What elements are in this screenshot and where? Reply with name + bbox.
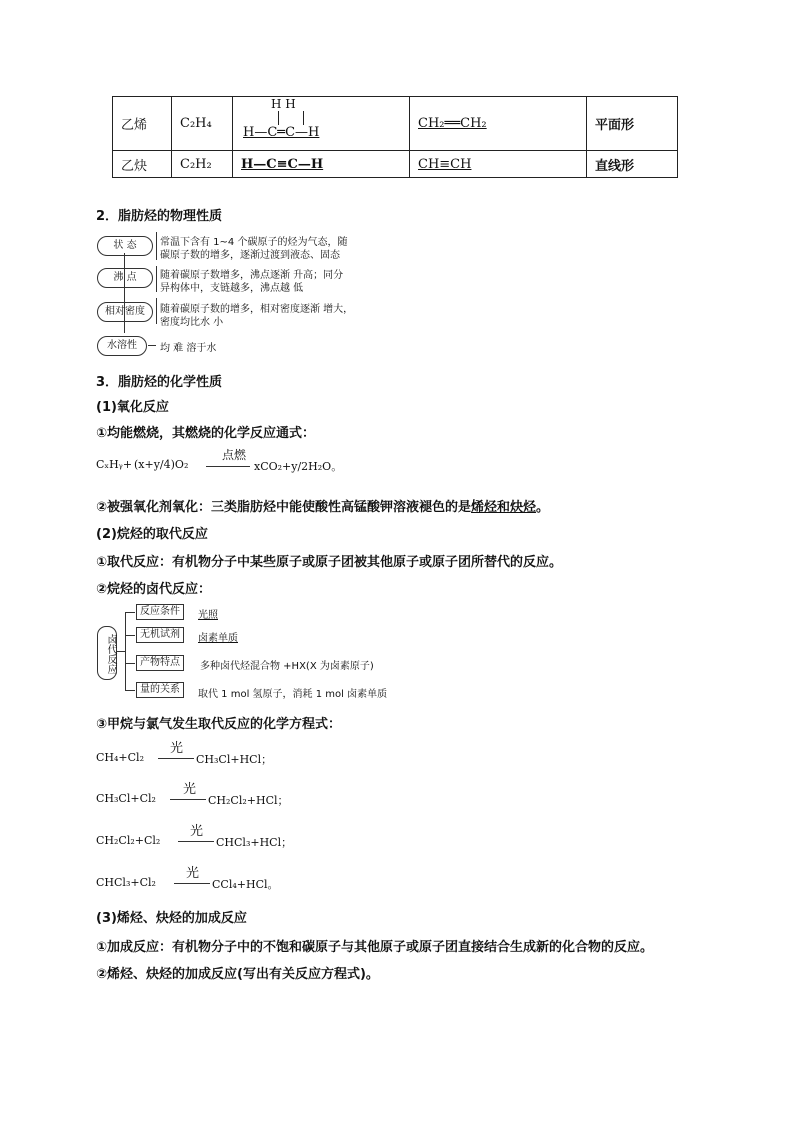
paragraph-text: 。 xyxy=(536,500,550,515)
equation-coef: (x+y/4)O₂ xyxy=(134,458,189,471)
table-cell-simple: CH≡CH xyxy=(410,151,587,178)
phys-text-line: 密度均比水 小 xyxy=(160,317,224,328)
equation-arrow xyxy=(206,466,250,467)
connector-line xyxy=(116,651,126,652)
phys-text-line: 随着碳原子数的增多，相对密度逐渐 增大， xyxy=(160,304,354,315)
paragraph: ①均能燃烧，其燃烧的化学反应通式： xyxy=(96,426,316,441)
equation-left: CH₂Cl₂+Cl₂ xyxy=(96,834,161,847)
bracket-line xyxy=(156,266,157,292)
table-cell-name: 乙烯 xyxy=(113,97,172,151)
bond-line xyxy=(303,111,304,125)
phys-text-line: 常温下含有 1~4 个碳原子的烃为气态，随 xyxy=(160,237,348,248)
structure-h-top: H H xyxy=(271,97,296,111)
phys-text-line: 随着碳原子数增多，沸点逐渐 升高；同分 xyxy=(160,270,344,281)
equation-arrow xyxy=(158,758,194,759)
halo-box-product: 产物特点 xyxy=(136,655,184,671)
equation-right: CCl₄+HCl。 xyxy=(212,878,279,891)
equation-right: CH₃Cl+HCl； xyxy=(196,753,273,766)
halogenation-root: 卤代反应 xyxy=(97,626,117,680)
equation-left: CₓHᵧ+ xyxy=(96,458,133,471)
halo-text-product: 多种卤代烃混合物 +HX(X 为卤素原子) xyxy=(200,661,374,672)
phys-label-state: 状 态 xyxy=(97,236,153,256)
paragraph xyxy=(96,496,549,515)
phys-label-density: 相对密度 xyxy=(97,302,153,322)
equation-condition: 光 xyxy=(183,782,197,797)
halo-text-condition: 光照 xyxy=(198,610,218,621)
section-title: 3．脂肪烃的化学性质 xyxy=(96,375,223,390)
equation-right: xCO₂+y/2H₂O。 xyxy=(254,460,343,473)
equation-left: CHCl₃+Cl₂ xyxy=(96,876,156,889)
paragraph: ①加成反应：有机物分子中的不饱和碳原子与其他原子或原子团直接结合生成新的化合物的反应。 xyxy=(96,940,654,955)
paragraph-text: ②被强氧化剂氧化：三类脂肪烃中能使酸性高锰酸钾溶液褪色的是 xyxy=(96,500,472,515)
subsection-title: (3)烯烃、炔烃的加成反应 xyxy=(96,911,247,926)
phys-label-boiling: 沸 点 xyxy=(97,268,153,288)
equation-arrow xyxy=(178,841,214,842)
equation-right: CHCl₃+HCl； xyxy=(216,836,293,849)
table-cell-shape: 直线形 xyxy=(587,151,678,178)
equation-right: CH₂Cl₂+HCl； xyxy=(208,794,289,807)
equation-left: CH₃Cl+Cl₂ xyxy=(96,792,156,805)
table-cell-structure: H—C≡C—H xyxy=(233,151,410,178)
equation-condition: 点燃 xyxy=(222,448,247,462)
halo-box-reagent: 无机试剂 xyxy=(136,627,184,643)
bracket-line xyxy=(156,298,157,324)
subsection-title: (2)烷烃的取代反应 xyxy=(96,527,208,542)
equation-condition: 光 xyxy=(186,866,200,881)
phys-label-solubility: 水溶性 xyxy=(97,336,147,356)
connector-line xyxy=(125,635,135,636)
equation-arrow xyxy=(170,799,206,800)
bracket-line xyxy=(156,232,157,260)
section-title: 2．脂肪烃的物理性质 xyxy=(96,209,223,224)
paragraph: ②烷烃的卤代反应： xyxy=(96,582,212,597)
bond-line xyxy=(278,111,279,125)
answer-blank: 烯烃和炔烃 xyxy=(471,500,537,515)
phys-text-line: 碳原子数的增多，逐渐过渡到液态、固态 xyxy=(160,250,340,261)
equation-arrow xyxy=(174,883,210,884)
subsection-title: (1)氧化反应 xyxy=(96,400,169,415)
structure-formula: H—C═C—H xyxy=(243,125,320,140)
halo-text-quantity: 取代 1 mol 氢原子，消耗 1 mol 卤素单质 xyxy=(198,689,388,700)
equation-condition: 光 xyxy=(190,824,204,839)
halo-box-quantity: 量的关系 xyxy=(136,682,184,698)
table-cell-name: 乙炔 xyxy=(113,151,172,178)
table-cell-simple: CH₂══CH₂ xyxy=(410,97,587,151)
table-row xyxy=(113,97,678,151)
table-cell-structure xyxy=(233,97,410,151)
table-row xyxy=(113,151,678,178)
phys-text-line: 异构体中，支链越多，沸点越 低 xyxy=(160,283,304,294)
paragraph: ②烯烃、炔烃的加成反应(写出有关反应方程式)。 xyxy=(96,967,379,982)
halo-box-condition: 反应条件 xyxy=(136,604,184,620)
connector-line xyxy=(125,612,135,613)
hydrocarbon-table xyxy=(112,96,678,178)
connector-line xyxy=(125,663,135,664)
paragraph: ③甲烷与氯气发生取代反应的化学方程式： xyxy=(96,717,342,732)
table-cell-shape: 平面形 xyxy=(587,97,678,151)
halo-text-reagent: 卤素单质 xyxy=(198,633,238,644)
table-cell-formula: C₂H₄ xyxy=(172,97,233,151)
phys-text-line: 均 难 溶于水 xyxy=(160,343,217,354)
table-cell-formula: C₂H₂ xyxy=(172,151,233,178)
paragraph: ①取代反应：有机物分子中某些原子或原子团被其他原子或原子团所替代的反应。 xyxy=(96,555,563,570)
equation-left: CH₄+Cl₂ xyxy=(96,751,144,764)
connector-line xyxy=(148,345,156,346)
equation-condition: 光 xyxy=(170,741,184,756)
connector-line xyxy=(125,690,135,691)
